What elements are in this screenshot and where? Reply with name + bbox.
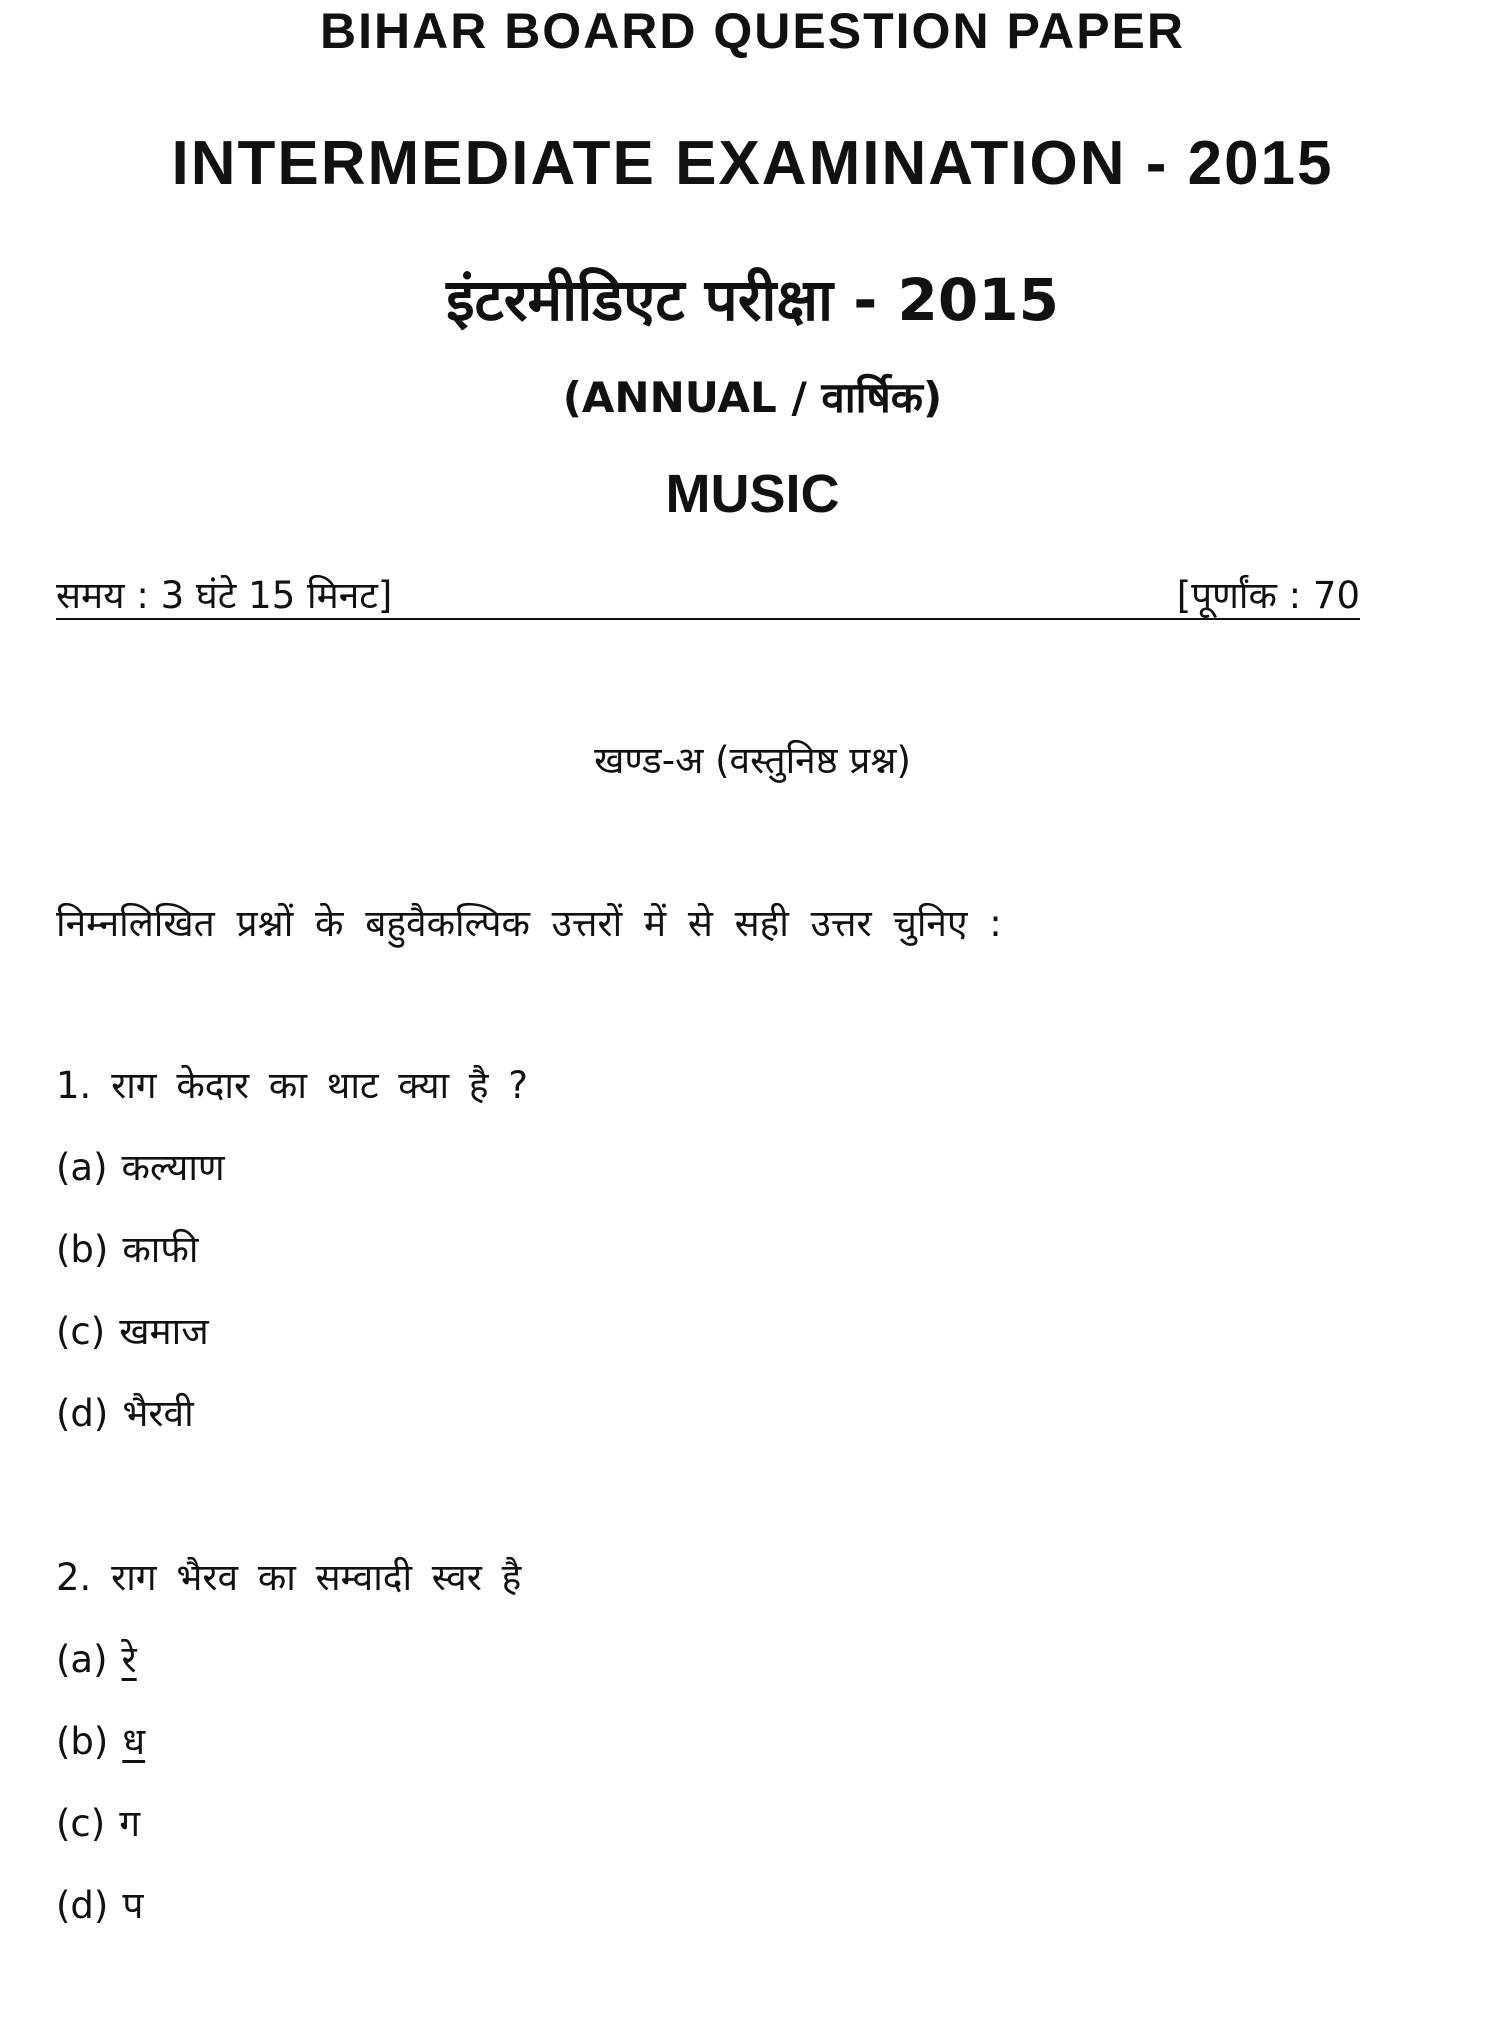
option-text: काफी xyxy=(122,1228,199,1271)
time-marks-row xyxy=(56,566,1360,620)
option-label: (d) xyxy=(56,1392,109,1435)
option-text: ग xyxy=(119,1802,141,1845)
option-text: खमाज xyxy=(119,1310,209,1353)
question-1-option-a xyxy=(56,1140,225,1191)
time-allowed: समय : 3 घंटे 15 मिनट] xyxy=(56,574,393,617)
question-2-text: 2. राग भैरव का सम्वादी स्वर है xyxy=(56,1556,522,1599)
instruction-text: निम्नलिखित प्रश्नों के बहुवैकल्पिक उत्तरों में से सही उत्तर चुनिए : xyxy=(56,902,1002,945)
option-text: ध xyxy=(122,1720,146,1763)
option-label: (a) xyxy=(56,1146,108,1189)
option-label: (a) xyxy=(56,1638,108,1681)
section-title: खण्ड-अ (वस्तुनिष्ठ प्रश्न) xyxy=(594,739,911,782)
question-2-option-d xyxy=(56,1878,143,1929)
question-2-option-b xyxy=(56,1714,145,1765)
question-1-text: 1. राग केदार का थाट क्या है ? xyxy=(56,1064,528,1107)
option-text: प xyxy=(122,1884,144,1927)
full-marks: [पूर्णांक : 70 xyxy=(1176,574,1360,617)
option-label: (b) xyxy=(56,1720,109,1763)
question-1-option-c xyxy=(56,1304,209,1355)
option-label: (c) xyxy=(56,1310,106,1353)
option-text: कल्याण xyxy=(121,1146,225,1189)
option-label: (b) xyxy=(56,1228,109,1271)
board-title: BIHAR BOARD QUESTION PAPER xyxy=(319,3,1185,59)
option-label: (c) xyxy=(56,1802,106,1845)
question-2-option-a xyxy=(56,1632,137,1683)
subject-title: MUSIC xyxy=(665,464,840,524)
question-1-option-b xyxy=(56,1222,198,1273)
exam-type: (ANNUAL / वार्षिक) xyxy=(562,373,943,422)
question-2-option-c xyxy=(56,1796,140,1847)
exam-title-hindi: इंटरमीडिएट परीक्षा - 2015 xyxy=(446,266,1059,334)
question-1-option-d xyxy=(56,1386,194,1437)
option-text: रे xyxy=(121,1638,137,1681)
option-label: (d) xyxy=(56,1884,109,1927)
exam-title: INTERMEDIATE EXAMINATION - 2015 xyxy=(171,129,1334,198)
option-text: भैरवी xyxy=(122,1392,194,1435)
